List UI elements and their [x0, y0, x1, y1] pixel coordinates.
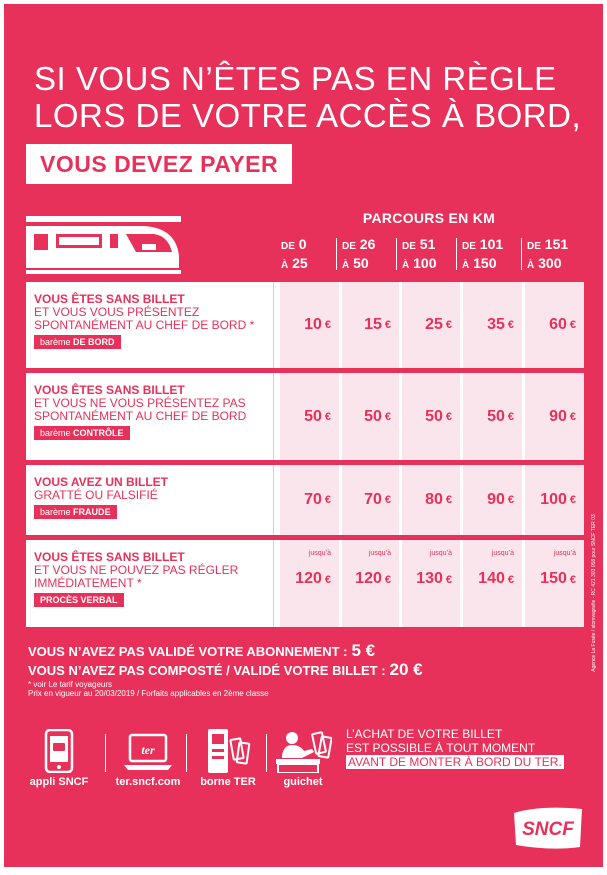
- bareme-prefix: barème: [40, 337, 71, 347]
- price-value: 35: [487, 316, 505, 333]
- currency-symbol: €: [445, 574, 452, 586]
- currency-symbol: €: [324, 494, 331, 506]
- price-value: 100: [540, 491, 567, 508]
- ticket-counter-icon: [274, 729, 332, 773]
- header-divider: [521, 238, 522, 270]
- range-a: À: [402, 260, 410, 271]
- range-de: DE: [527, 241, 541, 252]
- currency-symbol: €: [569, 410, 576, 423]
- currency-symbol: €: [324, 410, 331, 423]
- currency-symbol: €: [445, 410, 452, 423]
- price-cell: [339, 540, 399, 627]
- currency-symbol: €: [507, 574, 514, 586]
- train-icon: [26, 216, 181, 274]
- range-de: DE: [342, 241, 356, 252]
- price-cell: [277, 540, 339, 627]
- price-cell: [277, 282, 339, 368]
- price-cell: [522, 282, 584, 368]
- price-value: 90: [549, 407, 567, 425]
- range-from: 51: [419, 236, 436, 252]
- range-to: 100: [413, 255, 437, 271]
- channel-borne[interactable]: [197, 729, 259, 788]
- bareme-name: DE BORD: [73, 337, 115, 347]
- svg-text:ter: ter: [141, 743, 155, 757]
- range-to: 300: [538, 255, 562, 271]
- headline: [34, 60, 594, 134]
- currency-symbol: €: [445, 319, 452, 331]
- upto-label: jusqu’à: [553, 550, 576, 557]
- purchase-message: [346, 727, 564, 769]
- currency-symbol: €: [569, 574, 576, 586]
- fine-detail: GRATTÉ OU FALSIFIÉ: [34, 488, 158, 502]
- fine-title: VOUS ÊTES SANS BILLET: [34, 383, 185, 397]
- price-cell: [460, 282, 522, 368]
- range-de: DE: [402, 241, 416, 252]
- ter-laptop-icon: [122, 729, 174, 773]
- range-to: 50: [353, 255, 369, 271]
- fine-detail: SPONTANÉMENT AU CHEF DE BORD *: [34, 318, 255, 332]
- side-credit-text: Agence La Fusée / stomvagrafie - RC 421 303 058 pour SNCF TER 03: [591, 514, 597, 672]
- channel-label: appli SNCF: [29, 776, 89, 788]
- price-cell: [460, 540, 522, 627]
- price-value: 50: [487, 407, 505, 425]
- headline-line-1: SI VOUS N’ÊTES PAS EN RÈGLE: [34, 60, 557, 97]
- ticket-machine-icon: [204, 729, 252, 773]
- range-from: 26: [359, 236, 376, 252]
- fine-detail: ET VOUS NE POUVEZ PAS RÉGLER: [34, 563, 239, 577]
- footnote-validity: Prix en vigueur au 20/03/2019 / Forfaits applicables en 2ème classe: [28, 689, 269, 698]
- range-a: À: [342, 260, 350, 271]
- channel-guichet[interactable]: [272, 729, 334, 788]
- fine-title: VOUS ÊTES SANS BILLET: [34, 550, 185, 564]
- range-from: 151: [544, 236, 569, 252]
- range-de: DE: [281, 241, 295, 252]
- price-cell: [277, 465, 339, 535]
- divider: [186, 734, 187, 772]
- price-value: 130: [416, 570, 443, 587]
- channel-website[interactable]: [115, 729, 181, 788]
- fine-detail: ET VOUS VOUS PRÉSENTEZ: [34, 305, 200, 319]
- price-cell: [339, 465, 399, 535]
- currency-symbol: €: [445, 494, 452, 506]
- price-cell: [522, 540, 584, 627]
- abonnement-amount: 5 €: [351, 641, 376, 660]
- fine-row: [26, 282, 584, 368]
- sncf-logo-text: SNCF: [522, 819, 574, 840]
- header-divider: [396, 238, 397, 270]
- channel-appli[interactable]: [28, 729, 90, 788]
- price-value: 60: [549, 316, 567, 333]
- upto-label: jusqu’à: [308, 550, 331, 557]
- headline-line-2: LORS DE VOTRE ACCÈS À BORD,: [34, 97, 582, 134]
- fine-row: [26, 465, 584, 535]
- fine-title: VOUS AVEZ UN BILLET: [34, 475, 169, 489]
- range-a: À: [462, 260, 470, 271]
- currency-symbol: €: [384, 574, 391, 586]
- currency-symbol: €: [384, 319, 391, 331]
- price-value: 120: [355, 570, 382, 587]
- price-cell: [399, 465, 460, 535]
- upto-label: jusqu’à: [491, 550, 514, 557]
- table-header-title: PARCOURS EN KM: [362, 210, 496, 226]
- bareme-tag: [34, 505, 117, 519]
- bareme-name: FRAUDE: [73, 507, 111, 517]
- price-cell: [460, 465, 522, 535]
- bareme-tag: [34, 593, 124, 607]
- poster: [4, 4, 603, 867]
- channel-label: guichet: [283, 776, 323, 788]
- upto-label: jusqu’à: [429, 550, 452, 557]
- price-value: 70: [364, 491, 382, 508]
- price-cell: [522, 373, 584, 460]
- price-value: 50: [425, 407, 443, 425]
- price-cell: [339, 282, 399, 368]
- smartphone-icon: [44, 729, 74, 773]
- bareme-prefix: barème: [40, 507, 71, 517]
- fine-detail: SPONTANÉMENT AU CHEF DE BORD: [34, 409, 247, 423]
- currency-symbol: €: [324, 574, 331, 586]
- price-value: 50: [364, 407, 382, 425]
- bareme-tag: [34, 426, 130, 440]
- distance-range: [462, 236, 503, 274]
- fine-title: VOUS ÊTES SANS BILLET: [34, 292, 185, 306]
- divider: [266, 734, 267, 772]
- currency-symbol: €: [569, 494, 576, 506]
- price-cell: [399, 282, 460, 368]
- header-divider: [456, 238, 457, 270]
- distance-range: [527, 236, 568, 274]
- fine-description: [26, 540, 274, 627]
- fine-row: [26, 540, 584, 627]
- fine-row: [26, 373, 584, 460]
- price-value: 15: [364, 316, 382, 333]
- currency-symbol: €: [324, 319, 331, 331]
- range-to: 25: [292, 255, 308, 271]
- headline-highlight: VOUS DEVEZ PAYER: [26, 144, 292, 184]
- footnotes: [28, 680, 269, 698]
- compostage-penalty: [28, 660, 423, 680]
- price-value: 80: [425, 491, 443, 508]
- purchase-line-2: EST POSSIBLE À TOUT MOMENT: [346, 741, 536, 755]
- purchase-line-1: L’ACHAT DE VOTRE BILLET: [346, 727, 503, 741]
- abonnement-text: VOUS N’AVEZ PAS VALIDÉ VOTRE ABONNEMENT :: [28, 644, 348, 659]
- price-value: 120: [295, 570, 322, 587]
- currency-symbol: €: [384, 410, 391, 423]
- range-a: À: [527, 260, 535, 271]
- fine-detail: ET VOUS NE VOUS PRÉSENTEZ PAS: [34, 396, 246, 410]
- abonnement-penalty: [28, 641, 375, 661]
- fine-description: [26, 282, 274, 368]
- range-to: 150: [473, 255, 497, 271]
- compostage-text: VOUS N’AVEZ PAS COMPOSTÉ / VALIDÉ VOTRE BILLET :: [28, 663, 386, 678]
- range-a: À: [281, 260, 289, 271]
- currency-symbol: €: [507, 410, 514, 423]
- fine-description: [26, 373, 274, 460]
- channel-label: borne TER: [200, 776, 256, 788]
- distance-range: [342, 236, 375, 274]
- range-de: DE: [462, 241, 476, 252]
- upto-label: jusqu’à: [368, 550, 391, 557]
- price-cell: [277, 373, 339, 460]
- range-from: 101: [479, 236, 504, 252]
- currency-symbol: €: [507, 494, 514, 506]
- currency-symbol: €: [569, 319, 576, 331]
- price-value: 10: [304, 316, 322, 333]
- header-divider: [336, 238, 337, 270]
- price-cell: [399, 373, 460, 460]
- price-cell: [339, 373, 399, 460]
- price-value: 25: [425, 316, 443, 333]
- price-value: 90: [487, 491, 505, 508]
- price-value: 140: [478, 570, 505, 587]
- fine-description: [26, 465, 274, 535]
- range-from: 0: [298, 236, 307, 252]
- price-value: 150: [540, 570, 567, 587]
- bareme-name: PROCÈS VERBAL: [40, 595, 118, 605]
- price-cell: [460, 373, 522, 460]
- price-value: 70: [304, 491, 322, 508]
- price-cell: [522, 465, 584, 535]
- currency-symbol: €: [507, 319, 514, 331]
- price-cell: [399, 540, 460, 627]
- bareme-name: CONTRÔLE: [73, 428, 124, 438]
- currency-symbol: €: [384, 494, 391, 506]
- price-value: 50: [304, 407, 322, 425]
- bareme-prefix: barème: [40, 428, 71, 438]
- compostage-amount: 20 €: [389, 660, 423, 679]
- divider: [105, 734, 106, 772]
- sncf-logo: [510, 805, 586, 851]
- purchase-line-3: AVANT DE MONTER À BORD DU TER.: [348, 755, 562, 769]
- side-credit: [588, 464, 596, 724]
- channel-label: ter.sncf.com: [115, 776, 181, 788]
- footnote-tarif: * voir Le tarif voyageurs: [28, 680, 113, 689]
- distance-range: [281, 236, 308, 274]
- distance-range: [402, 236, 436, 274]
- fine-detail: IMMÉDIATEMENT *: [34, 576, 142, 590]
- bareme-tag: [34, 335, 121, 349]
